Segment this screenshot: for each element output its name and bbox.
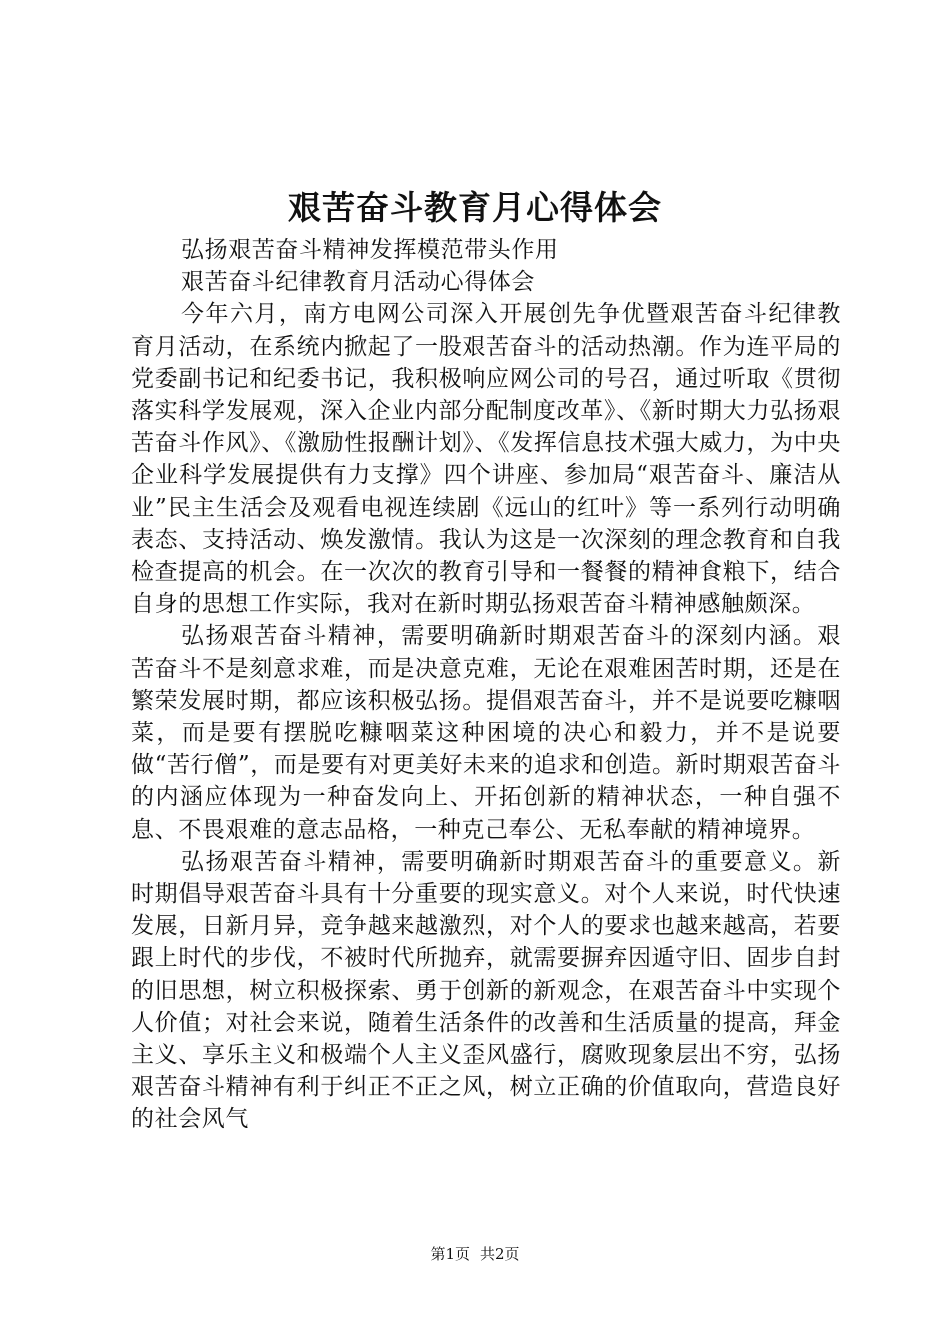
document-title: 艰苦奋斗教育月心得体会 [288,188,662,227]
paragraph: 弘扬艰苦奋斗精神，需要明确新时期艰苦奋斗的重要意义。新时期倡导艰苦奋斗具有十分重要的现实意义。对个人来说，时代快速发展，日新月异，竞争越来越激烈，对个人的要求也越来越高，若要跟上时代的步伐，不被时代所抛弃，就需要摒弃因遁守旧、固步自封的旧思想，树立积极探索、勇于创新的新观念，在艰苦奋斗中实现个人价值；对社会来说，随着生活条件的改善和生活质量的提高，拜金主义、享乐主义和极端个人主义歪风盛行，腐败现象层出不穷，弘扬艰苦奋斗精神有利于纠正不正之风，树立正确的价值取向，营造良好的社会风气 [131,848,841,1133]
document-body [131,234,841,1136]
paragraph: 弘扬艰苦奋斗精神，需要明确新时期艰苦奋斗的深刻内涵。艰苦奋斗不是刻意求难，而是决意克难，无论在艰难困苦时期，还是在繁荣发展时期，都应该积极弘扬。提倡艰苦奋斗，并不是说要吃糠咽菜，而是要有摆脱吃糠咽菜这种困境的决心和毅力，并不是说要做“苦行僧”，而是要有对更美好未来的追求和创造。新时期艰苦奋斗的内涵应体现为一种奋发向上、开拓创新的精神状态，一种自强不息、不畏艰难的意志品格，一种克己奉公、无私奉献的精神境界。 [131,623,841,843]
page-total: 共2页 [480,1245,520,1263]
page-footer [0,1243,950,1265]
subtitle-line: 艰苦奋斗纪律教育月活动心得体会 [181,269,535,296]
paragraph: 今年六月，南方电网公司深入开展创先争优暨艰苦奋斗纪律教育月活动，在系统内掀起了一股艰苦奋斗的活动热潮。作为连平局的党委副书记和纪委书记，我积极响应网公司的号召，通过听取《贯彻落实科学发展观，深入企业内部分配制度改革》、《新时期大力弘扬艰苦奋斗作风》、《激励性报酬计划》、《发挥信息技术强大威力，为中央企业科学发展提供有力支撑》四个讲座、参加局“艰苦奋斗、廉洁从业”民主生活会及观看电视连续剧《远山的红叶》等一系列行动明确表态、支持活动、焕发激情。我认为这是一次深刻的理念教育和自我检查提高的机会。在一次次的教育引导和一餐餐的精神食粮下，结合自身的思想工作实际，我对在新时期弘扬艰苦奋斗精神感触颇深。 [131,301,841,618]
subtitle-line: 弘扬艰苦奋斗精神发挥模范带头作用 [181,237,559,263]
page-number: 第1页 [430,1245,470,1263]
